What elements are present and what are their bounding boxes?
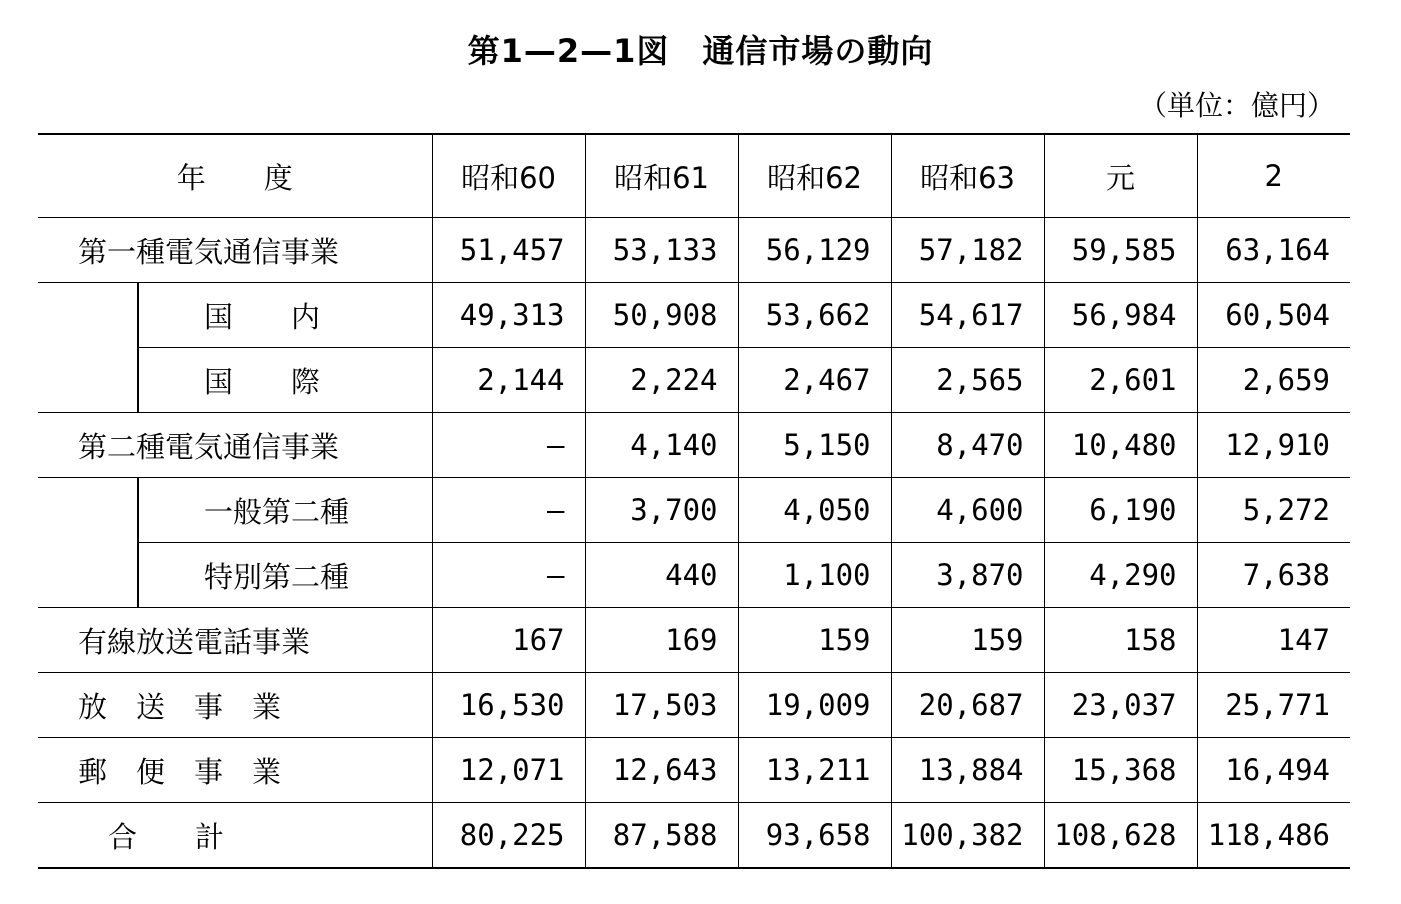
year-header: 昭和61 xyxy=(585,134,738,218)
table-cell: 4,140 xyxy=(585,413,738,478)
table-cell: 53,133 xyxy=(585,218,738,283)
table-cell: 5,150 xyxy=(738,413,891,478)
table-cell: 15,368 xyxy=(1044,738,1197,803)
table-cell: 3,700 xyxy=(585,478,738,543)
row-label: 国 際 xyxy=(138,348,432,413)
table-cell: 13,884 xyxy=(891,738,1044,803)
table-cell: 159 xyxy=(738,608,891,673)
row-label: 国 内 xyxy=(138,283,432,348)
table-cell: 3,870 xyxy=(891,543,1044,608)
table-cell: 80,225 xyxy=(432,803,585,869)
table-cell: 60,504 xyxy=(1197,283,1350,348)
table-cell: 4,600 xyxy=(891,478,1044,543)
table-cell: 158 xyxy=(1044,608,1197,673)
header-row xyxy=(38,134,1350,218)
table-cell: 59,585 xyxy=(1044,218,1197,283)
table-cell: 7,638 xyxy=(1197,543,1350,608)
table-cell: 12,071 xyxy=(432,738,585,803)
table-row xyxy=(38,283,1350,348)
table-cell: 167 xyxy=(432,608,585,673)
table-row xyxy=(38,413,1350,478)
table-row xyxy=(38,543,1350,608)
row-label: 有線放送電話事業 xyxy=(38,608,432,673)
table-cell: 16,494 xyxy=(1197,738,1350,803)
table-cell: 50,908 xyxy=(585,283,738,348)
table-cell: 54,617 xyxy=(891,283,1044,348)
table-cell: 1,100 xyxy=(738,543,891,608)
table-cell: 51,457 xyxy=(432,218,585,283)
table-cell: 2,601 xyxy=(1044,348,1197,413)
table-cell: 440 xyxy=(585,543,738,608)
table-cell: 23,037 xyxy=(1044,673,1197,738)
row-label: 合 計 xyxy=(38,803,432,869)
table-cell: 108,628 xyxy=(1044,803,1197,869)
table-cell: — xyxy=(432,543,585,608)
table-cell: 17,503 xyxy=(585,673,738,738)
table-row xyxy=(38,478,1350,543)
table-cell: 19,009 xyxy=(738,673,891,738)
table-cell: 56,129 xyxy=(738,218,891,283)
row-label: 一般第二種 xyxy=(138,478,432,543)
year-header: 昭和60 xyxy=(432,134,585,218)
table-row xyxy=(38,738,1350,803)
table-row xyxy=(38,348,1350,413)
table-cell: 87,588 xyxy=(585,803,738,869)
row-label: 第一種電気通信事業 xyxy=(38,218,432,283)
table-cell: 147 xyxy=(1197,608,1350,673)
table-row xyxy=(38,218,1350,283)
table-cell: 16,530 xyxy=(432,673,585,738)
row-label: 特別第二種 xyxy=(138,543,432,608)
table-cell: 2,144 xyxy=(432,348,585,413)
table-cell: 159 xyxy=(891,608,1044,673)
total-row xyxy=(38,803,1350,869)
row-label: 第二種電気通信事業 xyxy=(38,413,432,478)
table-cell: 4,290 xyxy=(1044,543,1197,608)
table-cell: 169 xyxy=(585,608,738,673)
table-row xyxy=(38,673,1350,738)
table-cell: 20,687 xyxy=(891,673,1044,738)
table-cell: 53,662 xyxy=(738,283,891,348)
table-row xyxy=(38,608,1350,673)
table-cell: — xyxy=(432,478,585,543)
row-label: 郵 便 事 業 xyxy=(38,738,432,803)
market-trend-table xyxy=(38,133,1350,869)
table-cell: 63,164 xyxy=(1197,218,1350,283)
table-cell: 4,050 xyxy=(738,478,891,543)
table-cell: 93,658 xyxy=(738,803,891,869)
table-cell: 57,182 xyxy=(891,218,1044,283)
year-header: 昭和63 xyxy=(891,134,1044,218)
table-cell: 12,910 xyxy=(1197,413,1350,478)
figure-title: 第1—2—1図 通信市場の動向 xyxy=(467,32,934,70)
year-header: 元 xyxy=(1044,134,1197,218)
table-cell: 49,313 xyxy=(432,283,585,348)
table-cell: 56,984 xyxy=(1044,283,1197,348)
table-cell: 100,382 xyxy=(891,803,1044,869)
table-cell: 5,272 xyxy=(1197,478,1350,543)
header-label: 年 度 xyxy=(38,134,432,218)
year-header: 2 xyxy=(1197,134,1350,218)
table-cell: 2,659 xyxy=(1197,348,1350,413)
unit-label: （単位：億円） xyxy=(1138,89,1335,122)
year-header: 昭和62 xyxy=(738,134,891,218)
table-cell: 118,486 xyxy=(1197,803,1350,869)
table-cell: 6,190 xyxy=(1044,478,1197,543)
row-label: 放 送 事 業 xyxy=(38,673,432,738)
table-cell: 2,565 xyxy=(891,348,1044,413)
table-cell: 10,480 xyxy=(1044,413,1197,478)
table-cell: 12,643 xyxy=(585,738,738,803)
table-cell: 8,470 xyxy=(891,413,1044,478)
table-cell: 25,771 xyxy=(1197,673,1350,738)
table-cell: 13,211 xyxy=(738,738,891,803)
table-cell: 2,467 xyxy=(738,348,891,413)
table-cell: — xyxy=(432,413,585,478)
table-cell: 2,224 xyxy=(585,348,738,413)
